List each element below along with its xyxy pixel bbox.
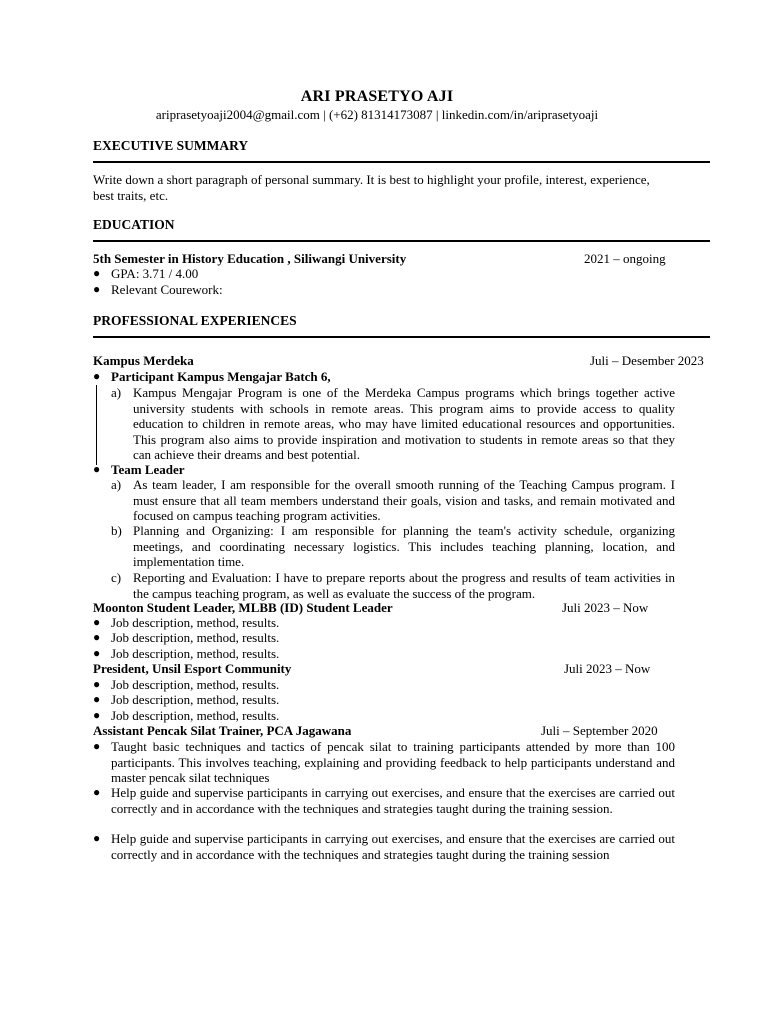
- margin-bar: [96, 385, 97, 465]
- pencak-title: Assistant Pencak Silat Trainer, PCA Jagawana: [93, 723, 352, 738]
- moonton-header: [93, 600, 713, 616]
- unsil-header: [93, 661, 713, 677]
- education-entry-date: 2021 – ongoing: [584, 251, 666, 266]
- bullet-icon: ●: [93, 369, 101, 383]
- bullet-icon: ●: [93, 785, 101, 799]
- list-item: a) Kampus Mengajar Program is one of the Merdeka Campus programs which brings together active university students with schools in remote areas. This program aims to provide access to quality education to children in remote areas, who may have limited educational resources and opportunities. This program also aims to provide inspiration and motivation to students in remote areas so that they can achieve their dreams and best potential.: [111, 385, 675, 462]
- bullet-icon: ●: [93, 708, 101, 722]
- bullet-icon: ●: [93, 677, 101, 691]
- pencak-date: Juli – September 2020: [541, 723, 658, 738]
- education-entry-title: 5th Semester in History Education , Siliwangi University: [93, 251, 407, 266]
- candidate-name: ARI PRASETYO AJI: [300, 88, 454, 105]
- moonton-title: Moonton Student Leader, MLBB (ID) Student Leader: [93, 600, 393, 615]
- list-item: a) As team leader, I am responsible for the overall smooth running of the Teaching Campus program. I must ensure that all team members understand their goals, vision and tasks, and remain motivated and focused on campus teaching program activities.: [111, 477, 675, 523]
- summary-text: Write down a short paragraph of personal summary. It is best to highlight your profile, interest, experience, best traits, etc.: [93, 172, 650, 203]
- bullet-icon: ●: [93, 739, 101, 753]
- bullet-icon: ●: [93, 831, 101, 845]
- list-item: ● Team Leader: [93, 462, 185, 477]
- contact-line: ariprasetyoaji2004@gmail.com | (+62) 81314173087 | linkedin.com/in/ariprasetyoaji: [155, 107, 599, 122]
- summary-divider: [93, 161, 710, 163]
- list-item: c) Reporting and Evaluation: I have to prepare reports about the progress and results of team activities in the campus teaching program, as well as evaluate the success of the program.: [111, 570, 675, 601]
- list-item: ● Relevant Courework:: [93, 282, 223, 297]
- list-item: ● Job description, method, results.: [93, 630, 280, 645]
- bullet-icon: ●: [93, 462, 101, 476]
- unsil-date: Juli 2023 – Now: [564, 661, 651, 676]
- bullet-icon: ●: [93, 630, 101, 644]
- experience-heading: PROFESSIONAL EXPERIENCES: [93, 313, 297, 328]
- kampus-header: [93, 353, 713, 369]
- list-item: ● Job description, method, results.: [93, 646, 280, 661]
- list-item: ● Help guide and supervise participants in carrying out exercises, and ensure that the exercises are carried out correctly and in accordance with the techniques and strategies taught during the training session: [93, 831, 675, 862]
- education-divider: [93, 240, 710, 242]
- list-item: ● Job description, method, results.: [93, 677, 280, 692]
- list-item: ● Participant Kampus Mengajar Batch 6,: [93, 369, 331, 384]
- summary-heading: EXECUTIVE SUMMARY: [93, 138, 249, 153]
- experience-divider: [93, 336, 710, 338]
- education-entry-header: [93, 251, 713, 267]
- list-item: b) Planning and Organizing: I am responsible for planning the team's activity schedule, organizing meetings, and coordinating necessary logistics. This includes teaching planning, location, and implementation time.: [111, 523, 675, 569]
- moonton-date: Juli 2023 – Now: [562, 600, 649, 615]
- bullet-icon: ●: [93, 615, 101, 629]
- list-item: ● GPA: 3.71 / 4.00: [93, 266, 199, 281]
- bullet-icon: ●: [93, 266, 101, 280]
- kampus-title: Kampus Merdeka: [93, 353, 194, 368]
- bullet-icon: ●: [93, 282, 101, 296]
- kampus-date: Juli – Desember 2023: [590, 353, 704, 368]
- unsil-title: President, Unsil Esport Community: [93, 661, 292, 676]
- list-item: ● Job description, method, results.: [93, 692, 280, 707]
- list-item: ● Job description, method, results.: [93, 615, 280, 630]
- education-heading: EDUCATION: [93, 217, 175, 232]
- list-item: ● Job description, method, results.: [93, 708, 280, 723]
- list-item: ● Help guide and supervise participants in carrying out exercises, and ensure that the exercises are carried out correctly and in accordance with the techniques and strategies taught during the training session.: [93, 785, 675, 816]
- bullet-icon: ●: [93, 692, 101, 706]
- pencak-header: [93, 723, 713, 739]
- list-item: ● Taught basic techniques and tactics of pencak silat to training participants attended by more than 100 participants. This involves teaching, explaining and providing feedback to help participants understand and master pencak silat techniques: [93, 739, 675, 785]
- bullet-icon: ●: [93, 646, 101, 660]
